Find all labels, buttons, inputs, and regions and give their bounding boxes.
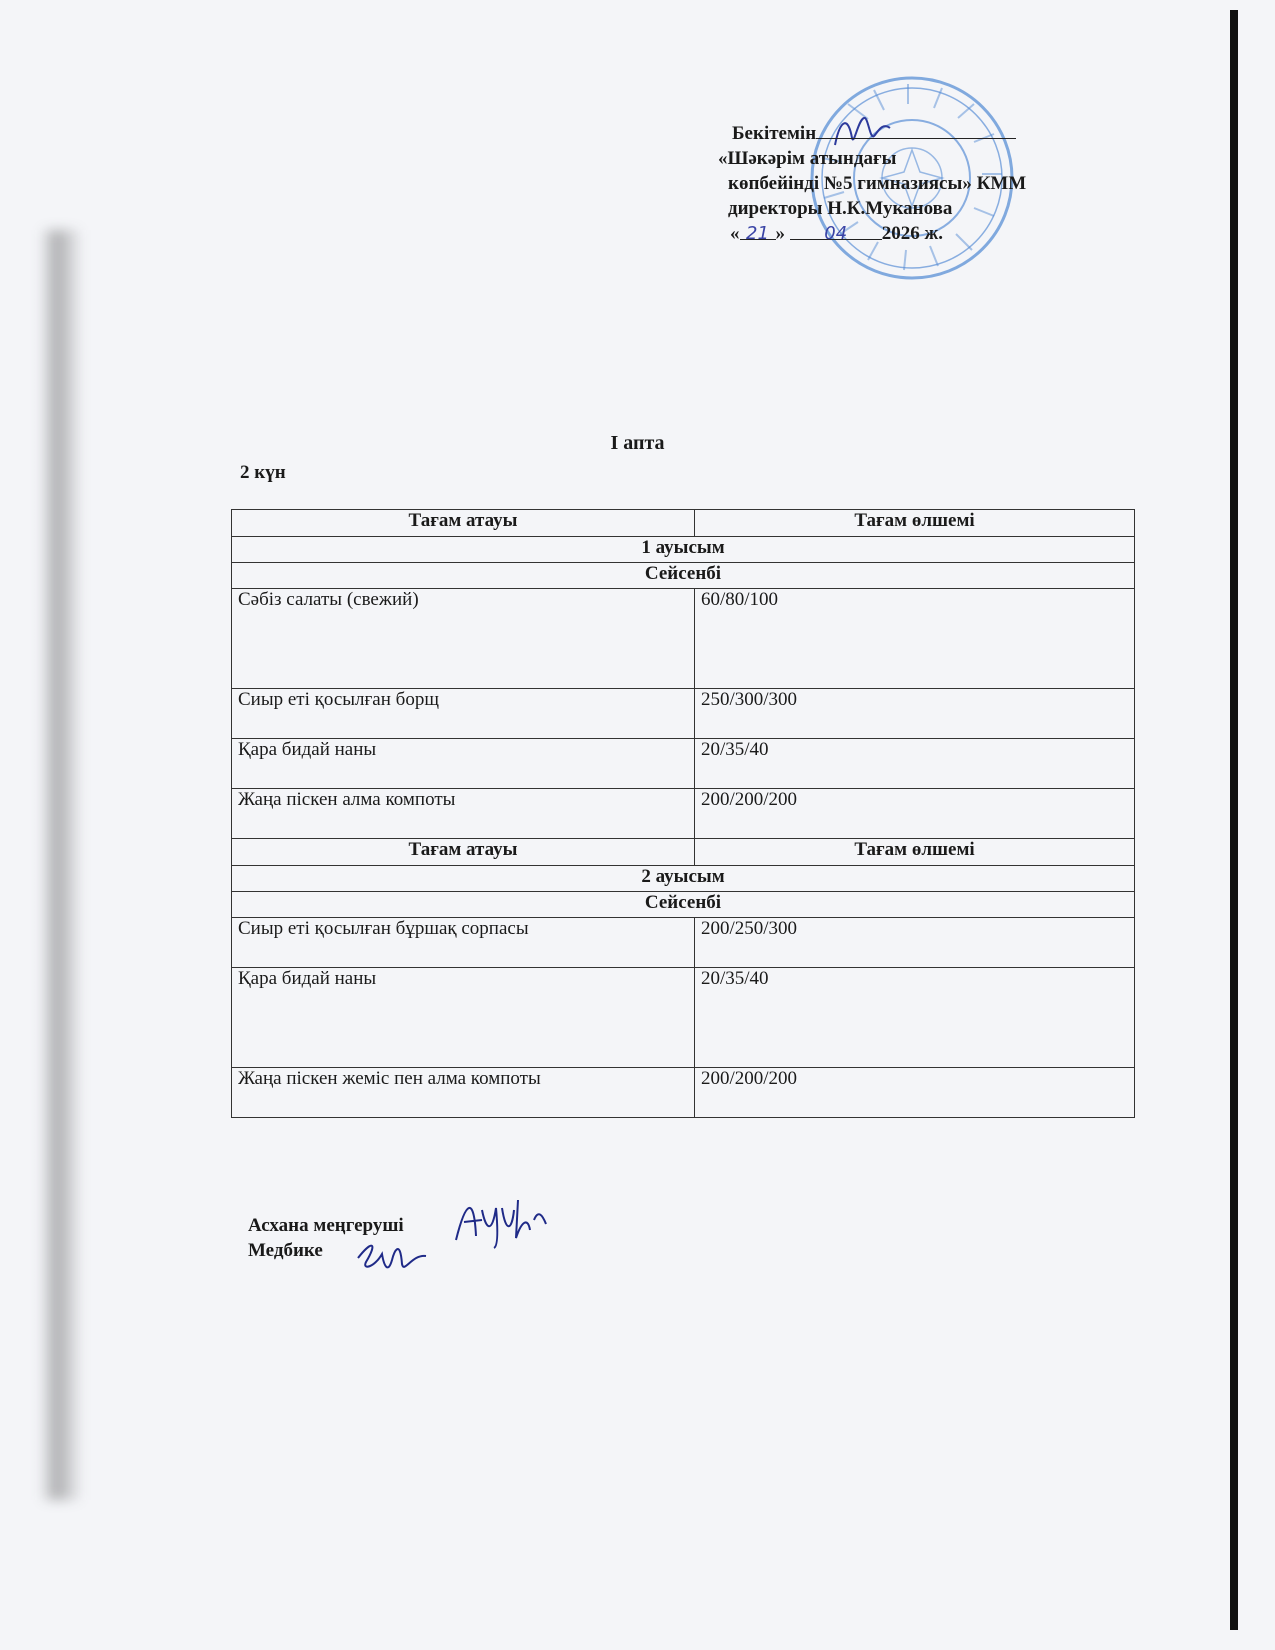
dish-name: Қара бидай наны	[232, 739, 695, 789]
table-row	[232, 739, 1135, 789]
table-row	[232, 918, 1135, 968]
approve-line	[718, 120, 1108, 146]
day-label: 2 күн	[240, 462, 286, 483]
menu-table	[231, 509, 1135, 1118]
nurse-signature-icon	[352, 1234, 432, 1278]
header-size: Тағам өлшемі	[695, 839, 1135, 866]
table-row	[232, 689, 1135, 739]
dish-size: 250/300/300	[695, 689, 1135, 739]
date-month: 04	[790, 221, 882, 240]
scan-shadow	[40, 230, 80, 1500]
canteen-head-label: Асхана меңгеруші	[248, 1215, 404, 1236]
approval-block	[718, 120, 1108, 246]
signature-blank	[816, 120, 1016, 139]
table-row	[232, 1068, 1135, 1118]
approve-label: Бекітемін	[732, 123, 817, 144]
date-year: 2026 ж.	[881, 223, 944, 244]
school-line-1: «Шәкәрім атындағы	[718, 148, 897, 169]
dish-name: Жаңа піскен жеміс пен алма компоты	[232, 1068, 695, 1118]
nurse-label: Медбике	[248, 1240, 323, 1261]
dish-size: 200/200/200	[695, 789, 1135, 839]
canteen-signature-icon	[452, 1190, 552, 1250]
dish-name: Сиыр еті қосылған борщ	[232, 689, 695, 739]
table-row	[232, 968, 1135, 1068]
date-line: « 21 » 04 2026 ж.	[730, 223, 944, 244]
school-line-2: көпбейінді №5 гимназиясы» КММ	[728, 173, 1027, 194]
dish-name: Жаңа піскен алма компоты	[232, 789, 695, 839]
dish-size: 60/80/100	[695, 589, 1135, 689]
shift-row	[232, 866, 1135, 892]
shift2-weekday: Сейсенбі	[232, 892, 1135, 918]
table-header-row	[232, 839, 1135, 866]
table-row	[232, 589, 1135, 689]
table-header-row	[232, 510, 1135, 537]
dish-name: Сәбіз салаты (свежий)	[232, 589, 695, 689]
header-name: Тағам атауы	[232, 510, 695, 537]
shift1-weekday: Сейсенбі	[232, 563, 1135, 589]
weekday-row	[232, 892, 1135, 918]
table-row	[232, 789, 1135, 839]
week-title: I апта	[610, 432, 665, 454]
dish-size: 200/200/200	[695, 1068, 1135, 1118]
shift2-label: 2 ауысым	[232, 866, 1135, 892]
director-line: директоры Н.К.Муканова	[728, 198, 953, 219]
header-size: Тағам өлшемі	[695, 510, 1135, 537]
dish-name: Сиыр еті қосылған бұршақ сорпасы	[232, 918, 695, 968]
weekday-row	[232, 563, 1135, 589]
dish-size: 200/250/300	[695, 918, 1135, 968]
scan-edge	[1230, 10, 1238, 1630]
header-name: Тағам атауы	[232, 839, 695, 866]
date-day: 21	[740, 221, 776, 240]
dish-name: Қара бидай наны	[232, 968, 695, 1068]
shift1-label: 1 ауысым	[232, 537, 1135, 563]
shift-row	[232, 537, 1135, 563]
dish-size: 20/35/40	[695, 739, 1135, 789]
dish-size: 20/35/40	[695, 968, 1135, 1068]
